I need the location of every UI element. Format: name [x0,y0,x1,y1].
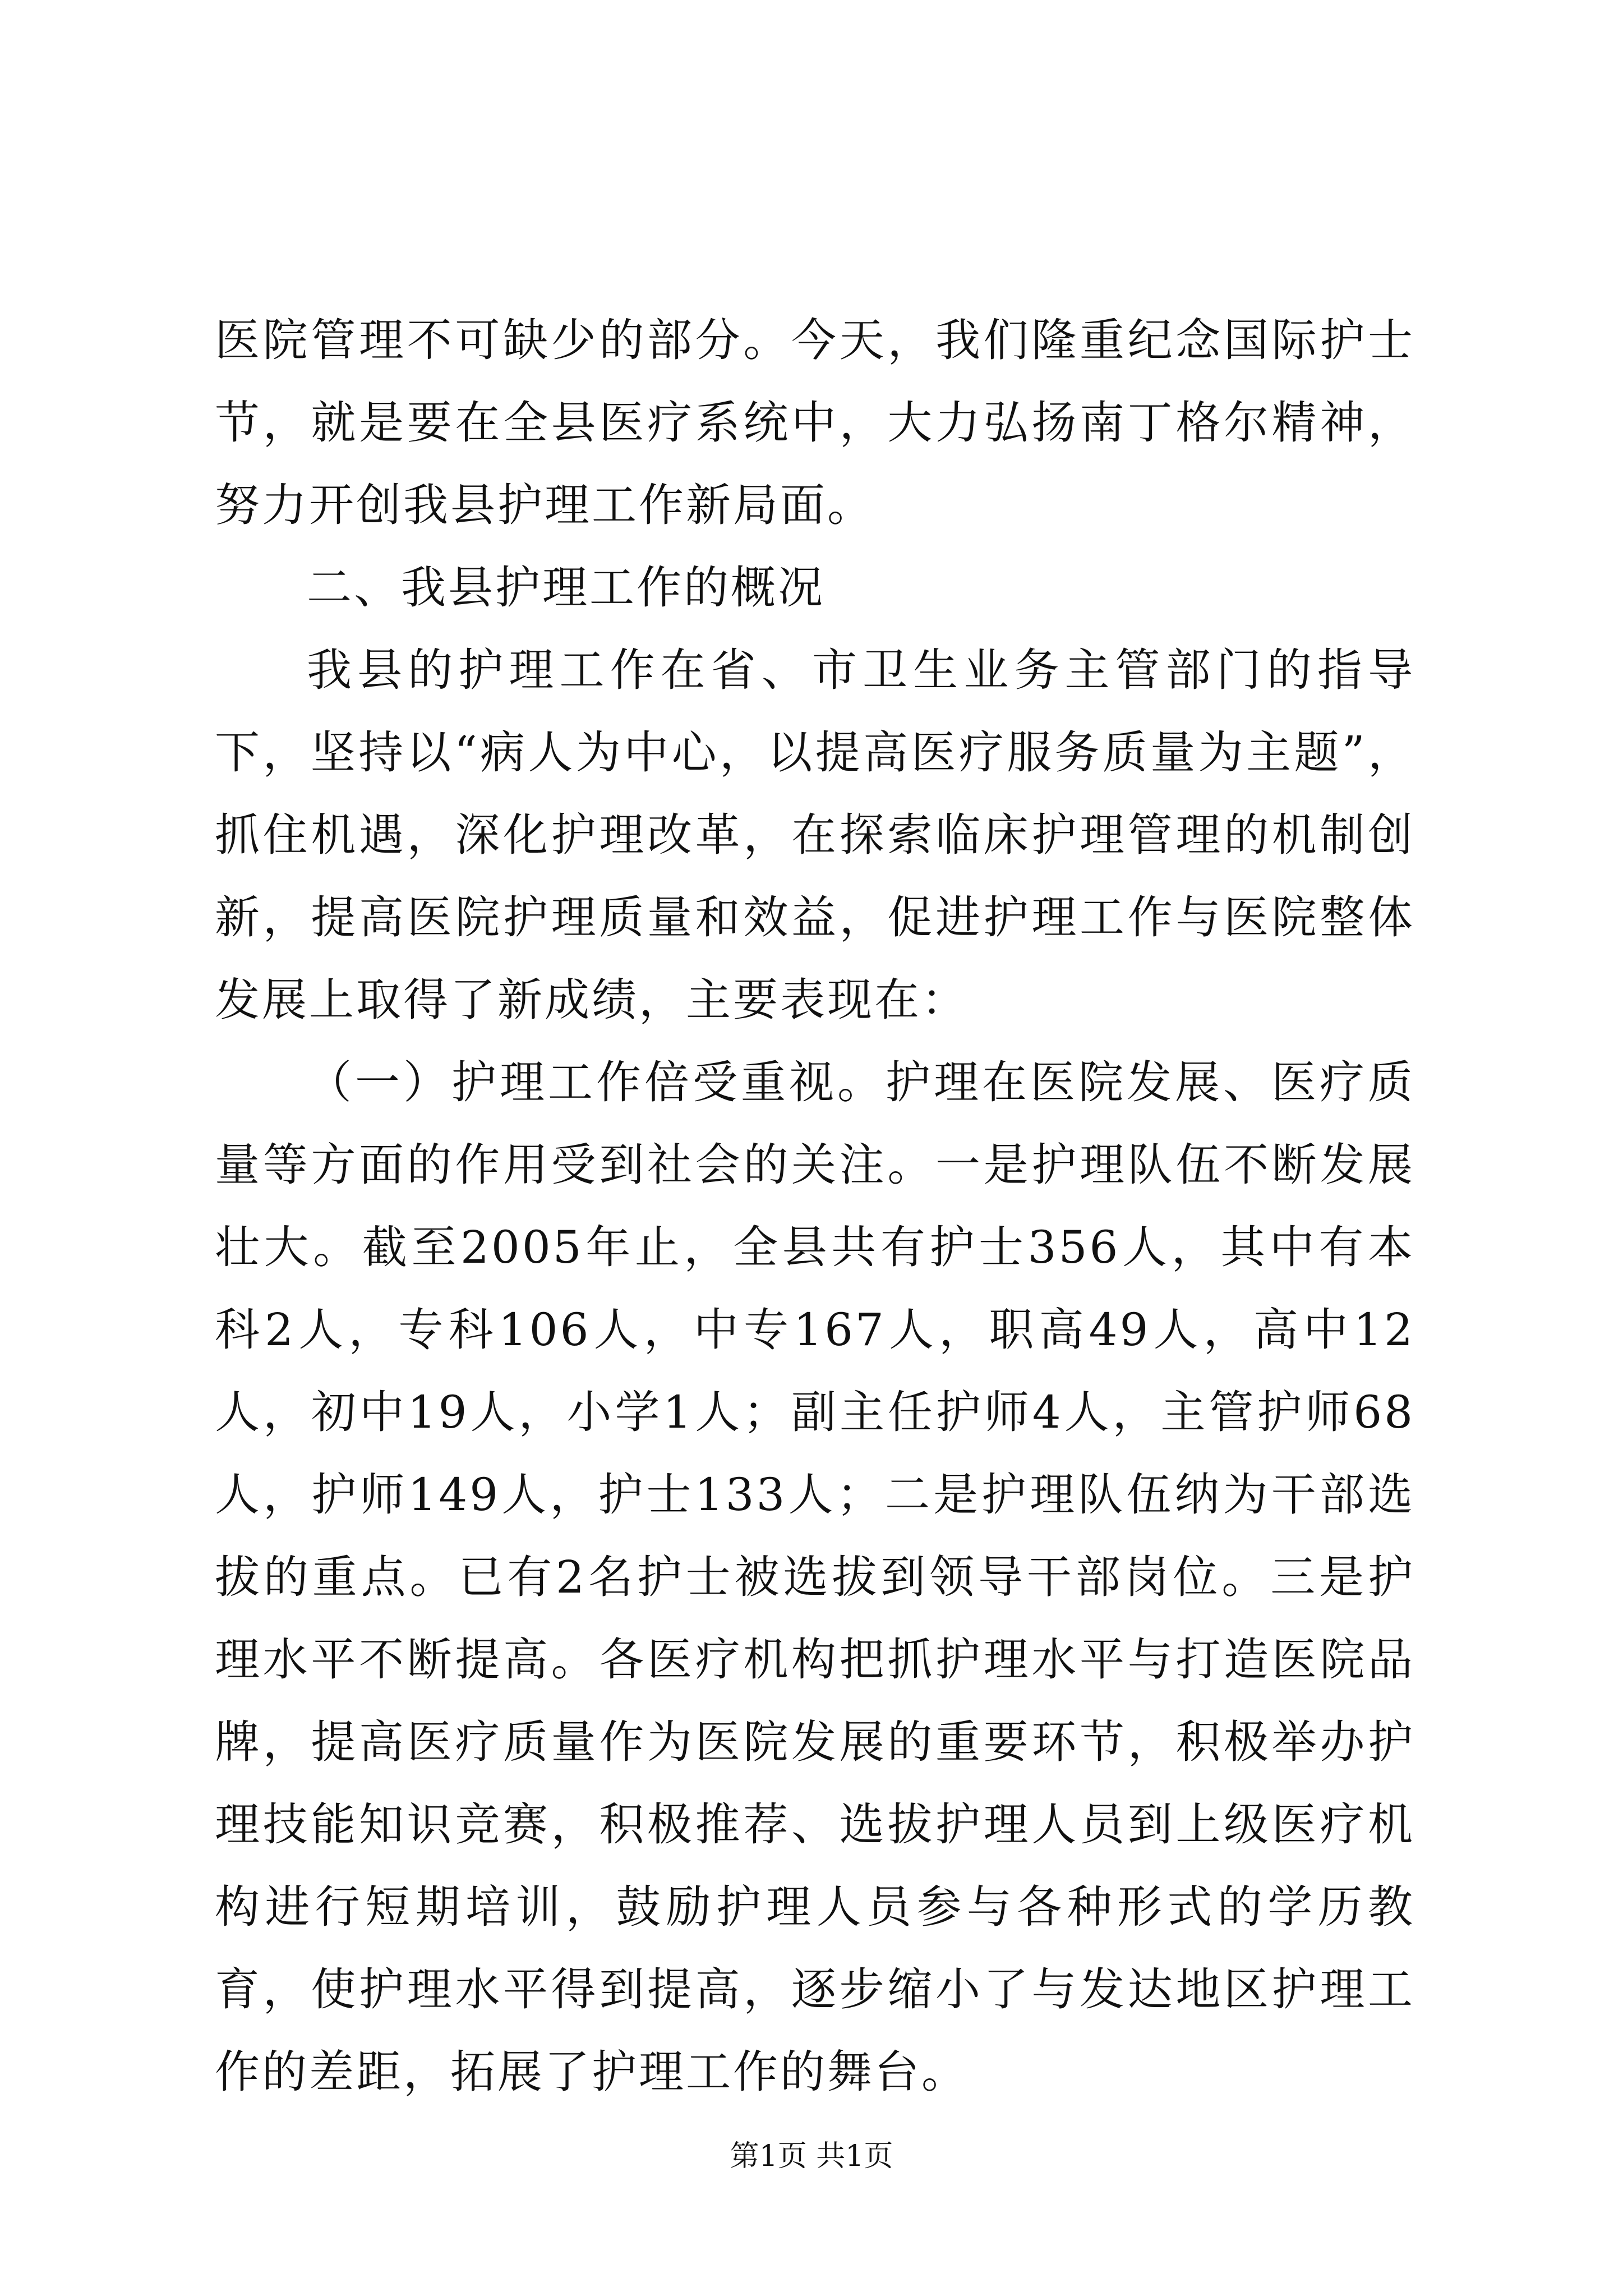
document-body [215,299,1415,2113]
paragraph-overview: 我县的护理工作在省、市卫生业务主管部门的指导下，坚持以“病人为中心，以提高医疗服务质量为主题”，抓住机遇，深化护理改革，在探索临床护理管理的机制创新，提高医院护理质量和效益，促进护理工作与医院整体发展上取得了新成绩，主要表现在： [215,644,1415,1026]
paragraph-item-one: （一）护理工作倍受重视。护理在医院发展、医疗质量等方面的作用受到社会的关注。一是护理队伍不断发展壮大。截至2005年止，全县共有护士356人，其中有本科2人，专科106人，中专167人，职高49人，高中12人，初中19人，小学1人；副主任护师4人，主管护师68人，护师149人，护士133人；二是护理队伍纳为干部选拔的重点。已有2名护士被选拔到领导干部岗位。三是护理水平不断提高。各医疗机构把抓护理水平与打造医院品牌，提高医疗质量作为医院发展的重要环节，积极举办护理技能知识竞赛，积极推荐、选拔护理人员到上级医疗机构进行短期培训，鼓励护理人员参与各种形式的学历教育，使护理水平得到提高，逐步缩小了与发达地区护理工作的差距，拓展了护理工作的舞台。 [215,1056,1415,2098]
page-number-footer: 第1页 共1页 [730,2139,893,2173]
section-heading: 二、我县护理工作的概况 [307,562,825,614]
paragraph-intro-continuation: 医院管理不可缺少的部分。今天，我们隆重纪念国际护士节，就是要在全县医疗系统中，大力弘扬南丁格尔精神，努力开创我县护理工作新局面。 [215,314,1415,531]
